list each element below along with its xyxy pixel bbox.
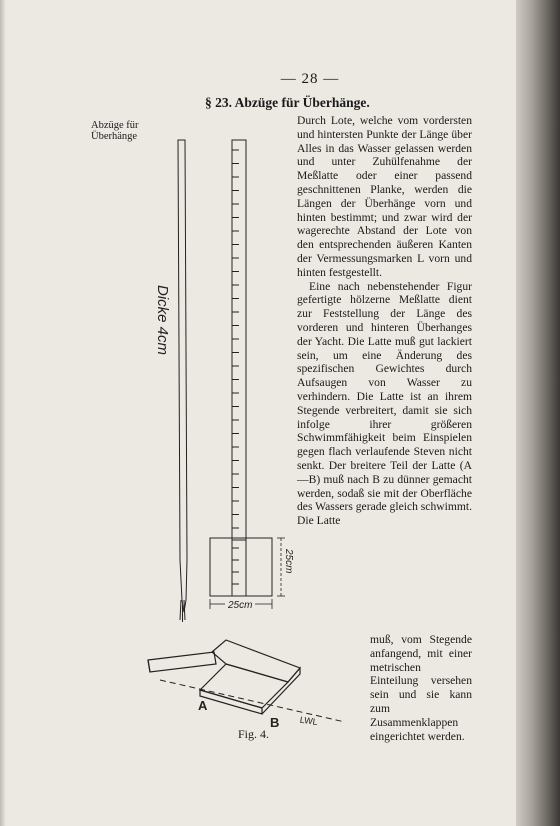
- paragraph-1: Durch Lote, welche vom vordersten und hintersten Punkte der Länge über Alles in das Wasser gelassen werden und unter Zuhülfenahme der Meßlatte oder einer passend geschnittenen Planke, werden die Längen der Überhänge vorn und hinten bestimmt; und zwar wird der wagerechte Abstand der Lote von den entsprechenden äußeren Kanten der Vermessungsmarken L vorn und hinten festgestellt.: [297, 114, 472, 279]
- label-a: A: [198, 698, 208, 713]
- width-dimension-label: 25cm: [228, 600, 253, 611]
- staff-base-plate: [210, 538, 272, 596]
- paragraph-2: Eine nach nebenstehender Figur gefertigte hölzerne Meßlatte dient zur Feststellung der Länge des vorderen und hinteren Überhanges der Yacht. Die Latte muß gut lackiert sein, um eine Änderung des spezifischen Gewichtes durch Aufsaugen von Wasser zu verhindern. Die Latte ist an ihrem Stegende verbreitert, damit sie sich infolge ihrer größeren Schwimmfähigkeit beim Einspielen gegen flach verlaufende Steven nicht senkt. Der breitere Teil der Latte (A—B) muß nach B zu dünner gemacht werden, sodaß sie mit der Oberfläche des Wassers gerade gleich schwimmt. Die Latte: [297, 279, 472, 528]
- perspective-sketch: [148, 640, 345, 722]
- dimension-lines: [210, 538, 285, 609]
- page-number: — 28 —: [280, 71, 340, 87]
- height-dimension-label: 25cm: [283, 549, 294, 574]
- section-heading: § 23. Abzüge für Überhänge.: [205, 95, 370, 110]
- staff-front-view: [232, 140, 246, 540]
- label-lwl: LWL: [299, 714, 319, 728]
- figure-caption: Fig. 4.: [238, 727, 270, 741]
- label-b: B: [270, 715, 280, 730]
- thickness-label: Dicke 4cm: [154, 285, 171, 356]
- staff-side-view: [178, 140, 187, 622]
- paragraph-2-tail: muß, vom Stegende anfangend, mit einer metrischen Einteilung versehen sein und sie kann zum Zusammenklappen eingerichtet werden.: [370, 633, 472, 743]
- margin-note: Abzüge für Überhänge: [91, 120, 139, 142]
